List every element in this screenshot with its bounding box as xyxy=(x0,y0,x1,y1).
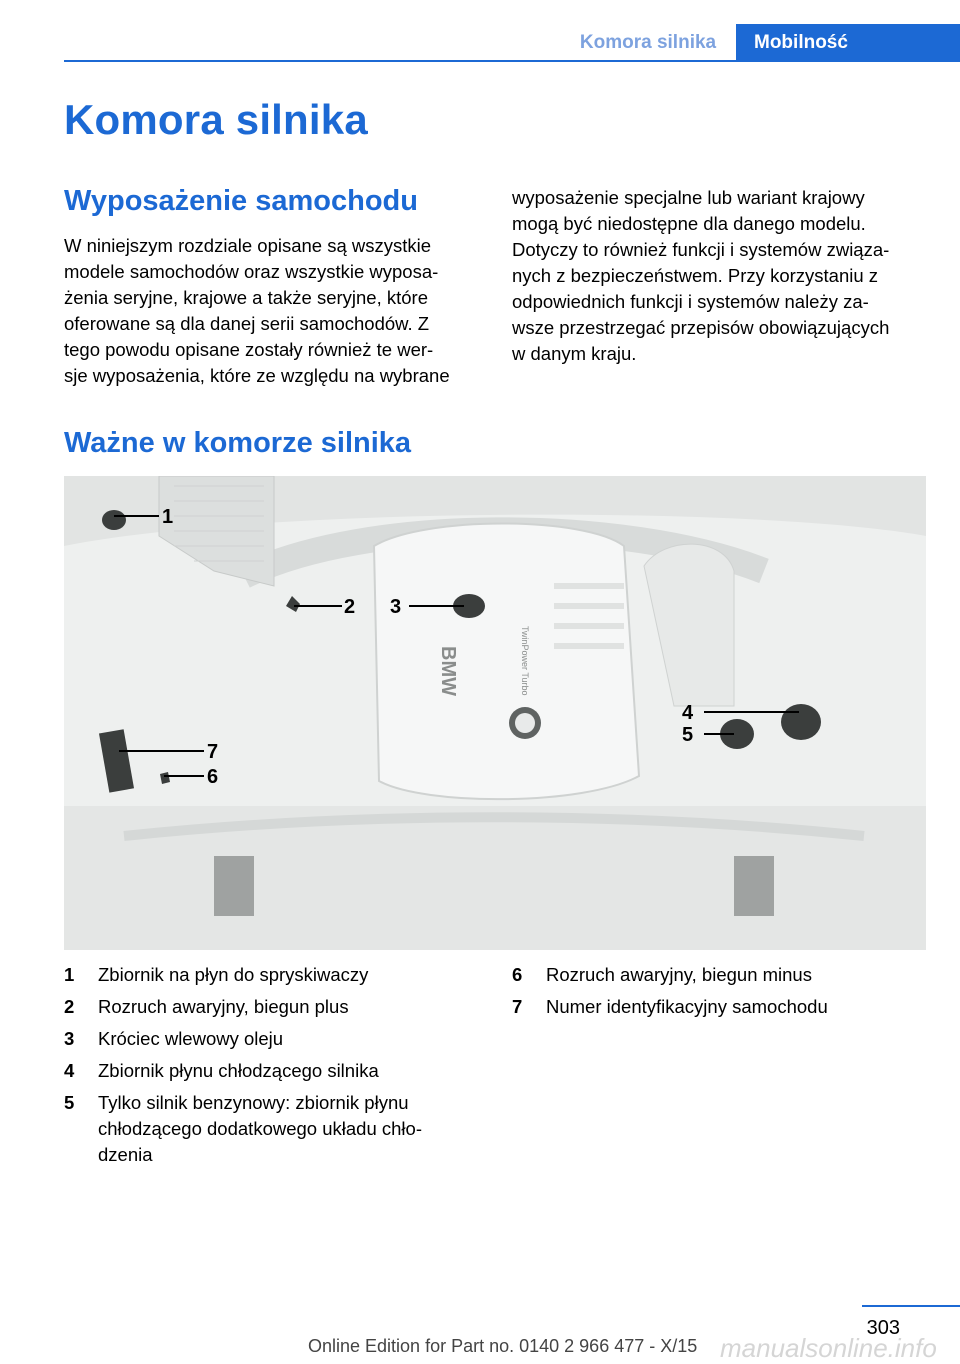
legend-num: 6 xyxy=(512,964,523,985)
legend-num: 2 xyxy=(64,996,75,1017)
legend-num: 4 xyxy=(64,1060,75,1081)
text-line: Dotyczy to również funkcji i systemów związa‐ xyxy=(512,239,890,260)
legend-num: 7 xyxy=(512,996,523,1017)
text-line: wyposażenie specjalne lub wariant krajowy xyxy=(512,187,865,208)
section-heading-engine-bay: Ważne w komorze silnika xyxy=(64,427,412,459)
legend-num: 1 xyxy=(64,964,75,985)
engine-text: TwinPower Turbo xyxy=(520,626,530,696)
body-text-col1 xyxy=(64,233,478,389)
text-line: w danym kraju. xyxy=(512,343,637,364)
legend-item xyxy=(512,994,926,1020)
legend-text: Numer identyfikacyjny samochodu xyxy=(546,996,828,1017)
text-line: żenia seryjne, krajowe a także seryjne, które xyxy=(64,287,429,308)
legend-num: 3 xyxy=(64,1028,75,1049)
callout-3: 3 xyxy=(390,596,402,618)
tab-chapter[interactable]: Mobilność xyxy=(736,24,960,62)
legend-text: Rozruch awaryjny, biegun plus xyxy=(98,996,349,1017)
engine-bay-figure xyxy=(64,476,926,950)
text-line: odpowiednich funkcji i systemów należy za‐ xyxy=(512,291,869,312)
callout-1: 1 xyxy=(162,506,174,528)
body-text-col2 xyxy=(512,185,926,367)
text-line: W niniejszym rozdziale opisane są wszystkie xyxy=(64,235,432,256)
legend-item xyxy=(64,994,478,1020)
footer-rule xyxy=(862,1305,960,1307)
callout-7: 7 xyxy=(207,741,219,763)
text-line: modele samochodów oraz wszystkie wyposa‐ xyxy=(64,261,439,282)
legend-num: 5 xyxy=(64,1092,75,1113)
legend-text: Zbiornik płynu chłodzącego silnika xyxy=(98,1060,379,1081)
legend-col2 xyxy=(512,962,926,1026)
header-rule xyxy=(64,60,960,62)
text-line: wsze przestrzegać przepisów obowiązujących xyxy=(512,317,890,338)
tab-section[interactable]: Komora silnika xyxy=(579,32,717,53)
legend-item xyxy=(64,1090,478,1168)
text-line: oferowane są dla danej serii samochodów. Z xyxy=(64,313,430,334)
legend-text: Króciec wlewowy oleju xyxy=(98,1028,284,1049)
text-line: mogą być niedostępne dla danego modelu. xyxy=(512,213,866,234)
page-number: 303 xyxy=(866,1317,900,1339)
bmw-text: BMW xyxy=(437,646,459,696)
legend-item xyxy=(64,1026,478,1052)
legend-text: Tylko silnik benzynowy: zbiornik płynu chłodzącego dodatkowego układu chło‐ dzenia xyxy=(98,1092,422,1165)
legend-item xyxy=(64,1058,478,1084)
callout-5: 5 xyxy=(682,724,694,746)
text-line: tego powodu opisane zostały również te wer‐ xyxy=(64,339,434,360)
text-line: nych z bezpieczeństwem. Przy korzystaniu z xyxy=(512,265,879,286)
callout-2: 2 xyxy=(344,596,356,618)
legend-item xyxy=(512,962,926,988)
page-title: Komora silnika xyxy=(64,96,368,143)
callout-6: 6 xyxy=(207,766,219,788)
legend-item xyxy=(64,962,478,988)
edition-text: Online Edition for Part no. 0140 2 966 477 - X/15 xyxy=(308,1336,698,1356)
text-line: sje wyposażenia, które ze względu na wybrane xyxy=(64,365,450,386)
callout-4: 4 xyxy=(682,702,694,724)
legend-text: Rozruch awaryjny, biegun minus xyxy=(546,964,812,985)
legend-col1 xyxy=(64,962,478,1174)
legend-text: Zbiornik na płyn do spryskiwaczy xyxy=(98,964,369,985)
section-heading-equipment: Wyposażenie samochodu xyxy=(64,185,418,217)
watermark: manualsonline.info xyxy=(720,1333,937,1363)
